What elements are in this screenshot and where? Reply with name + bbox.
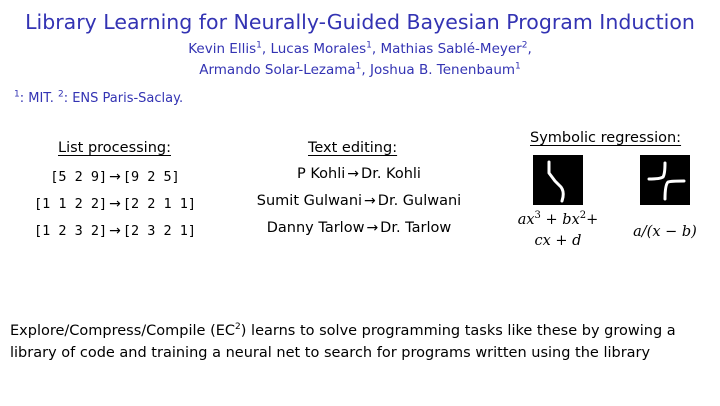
cubic-formula-line-1 bbox=[508, 210, 608, 231]
slide-title: Library Learning for Neurally-Guided Bayesian Program Induction bbox=[25, 10, 695, 34]
cubic-formula bbox=[508, 210, 608, 252]
separator: , bbox=[361, 62, 370, 78]
author: Mathias Sablé-Meyer bbox=[380, 41, 522, 57]
affiliation-mark: 2 bbox=[57, 89, 64, 100]
explanation-text bbox=[10, 320, 710, 364]
explanation-part: Explore/Compress/Compile (EC bbox=[10, 323, 236, 339]
rational-formula: a/(x − b) bbox=[633, 224, 697, 240]
arrow-icon: → bbox=[366, 220, 379, 236]
authors-line-1 bbox=[0, 41, 720, 57]
author: Lucas Morales bbox=[270, 41, 367, 57]
explanation-part: ) learns to solve programming tasks like these by growing a library of code and training a neural net to search for programs written using the library bbox=[10, 323, 676, 361]
cubic-formula-line-2: cx + d bbox=[534, 233, 582, 249]
formula-exponent: 3 bbox=[534, 210, 541, 222]
cubic-curve-plot bbox=[533, 155, 583, 205]
list-output: [2 2 1 1] bbox=[122, 196, 197, 212]
separator: , bbox=[261, 41, 271, 57]
text-input: Danny Tarlow bbox=[266, 220, 365, 236]
author-affiliation-mark: 1 bbox=[366, 40, 372, 51]
cubic-curve-line bbox=[549, 162, 563, 201]
formula-part: ax bbox=[517, 212, 535, 228]
affiliation-text: : MIT. bbox=[19, 91, 58, 106]
list-input: [5 2 9] bbox=[50, 169, 108, 185]
rational-curve-plot bbox=[640, 155, 690, 205]
text-example-row bbox=[234, 220, 484, 236]
explanation-superscript: 2 bbox=[235, 322, 241, 333]
list-output: [9 2 5] bbox=[122, 169, 180, 185]
arrow-icon: → bbox=[109, 169, 121, 185]
author-affiliation-mark: 1 bbox=[355, 61, 362, 72]
arrow-icon: → bbox=[109, 223, 121, 239]
formula-part: + bx bbox=[540, 212, 580, 228]
author: Joshua B. Tenenbaum bbox=[370, 62, 516, 78]
list-input: [1 2 3 2] bbox=[33, 223, 108, 239]
author: Armando Solar-Lezama bbox=[199, 62, 356, 78]
text-output: Dr. Gulwani bbox=[377, 193, 462, 209]
text-output: Dr. Tarlow bbox=[380, 220, 452, 236]
affiliation-mark: 1 bbox=[14, 89, 20, 100]
text-editing-heading: Text editing: bbox=[308, 140, 398, 156]
rational-curve-line bbox=[665, 181, 684, 199]
rational-curve-line bbox=[649, 163, 665, 179]
separator: , bbox=[527, 41, 532, 57]
list-example-row bbox=[10, 220, 220, 239]
author-affiliation-mark: 1 bbox=[515, 61, 521, 72]
text-input: P Kohli bbox=[297, 166, 346, 182]
list-input: [1 1 2 2] bbox=[33, 196, 108, 212]
text-input: Sumit Gulwani bbox=[256, 193, 363, 209]
arrow-icon: → bbox=[347, 166, 360, 182]
arrow-icon: → bbox=[109, 196, 121, 212]
text-example-row bbox=[234, 193, 484, 209]
list-processing-heading: List processing: bbox=[58, 140, 171, 156]
author-affiliation-mark: 1 bbox=[256, 40, 262, 51]
formula-part: + bbox=[586, 212, 599, 228]
authors-line-2 bbox=[0, 62, 720, 78]
affiliations bbox=[14, 91, 183, 106]
author-affiliation-mark: 2 bbox=[521, 40, 528, 51]
arrow-icon: → bbox=[364, 193, 376, 209]
separator: , bbox=[371, 41, 381, 57]
author: Kevin Ellis bbox=[188, 41, 257, 57]
list-example-row bbox=[10, 166, 220, 185]
list-example-row bbox=[10, 193, 220, 212]
affiliation-text: : ENS Paris-Saclay. bbox=[63, 91, 184, 106]
formula-exponent: 2 bbox=[579, 210, 587, 222]
list-output: [2 3 2 1] bbox=[122, 223, 197, 239]
text-example-row bbox=[244, 166, 474, 182]
symbolic-regression-heading: Symbolic regression: bbox=[530, 130, 682, 146]
text-output: Dr. Kohli bbox=[361, 166, 421, 182]
